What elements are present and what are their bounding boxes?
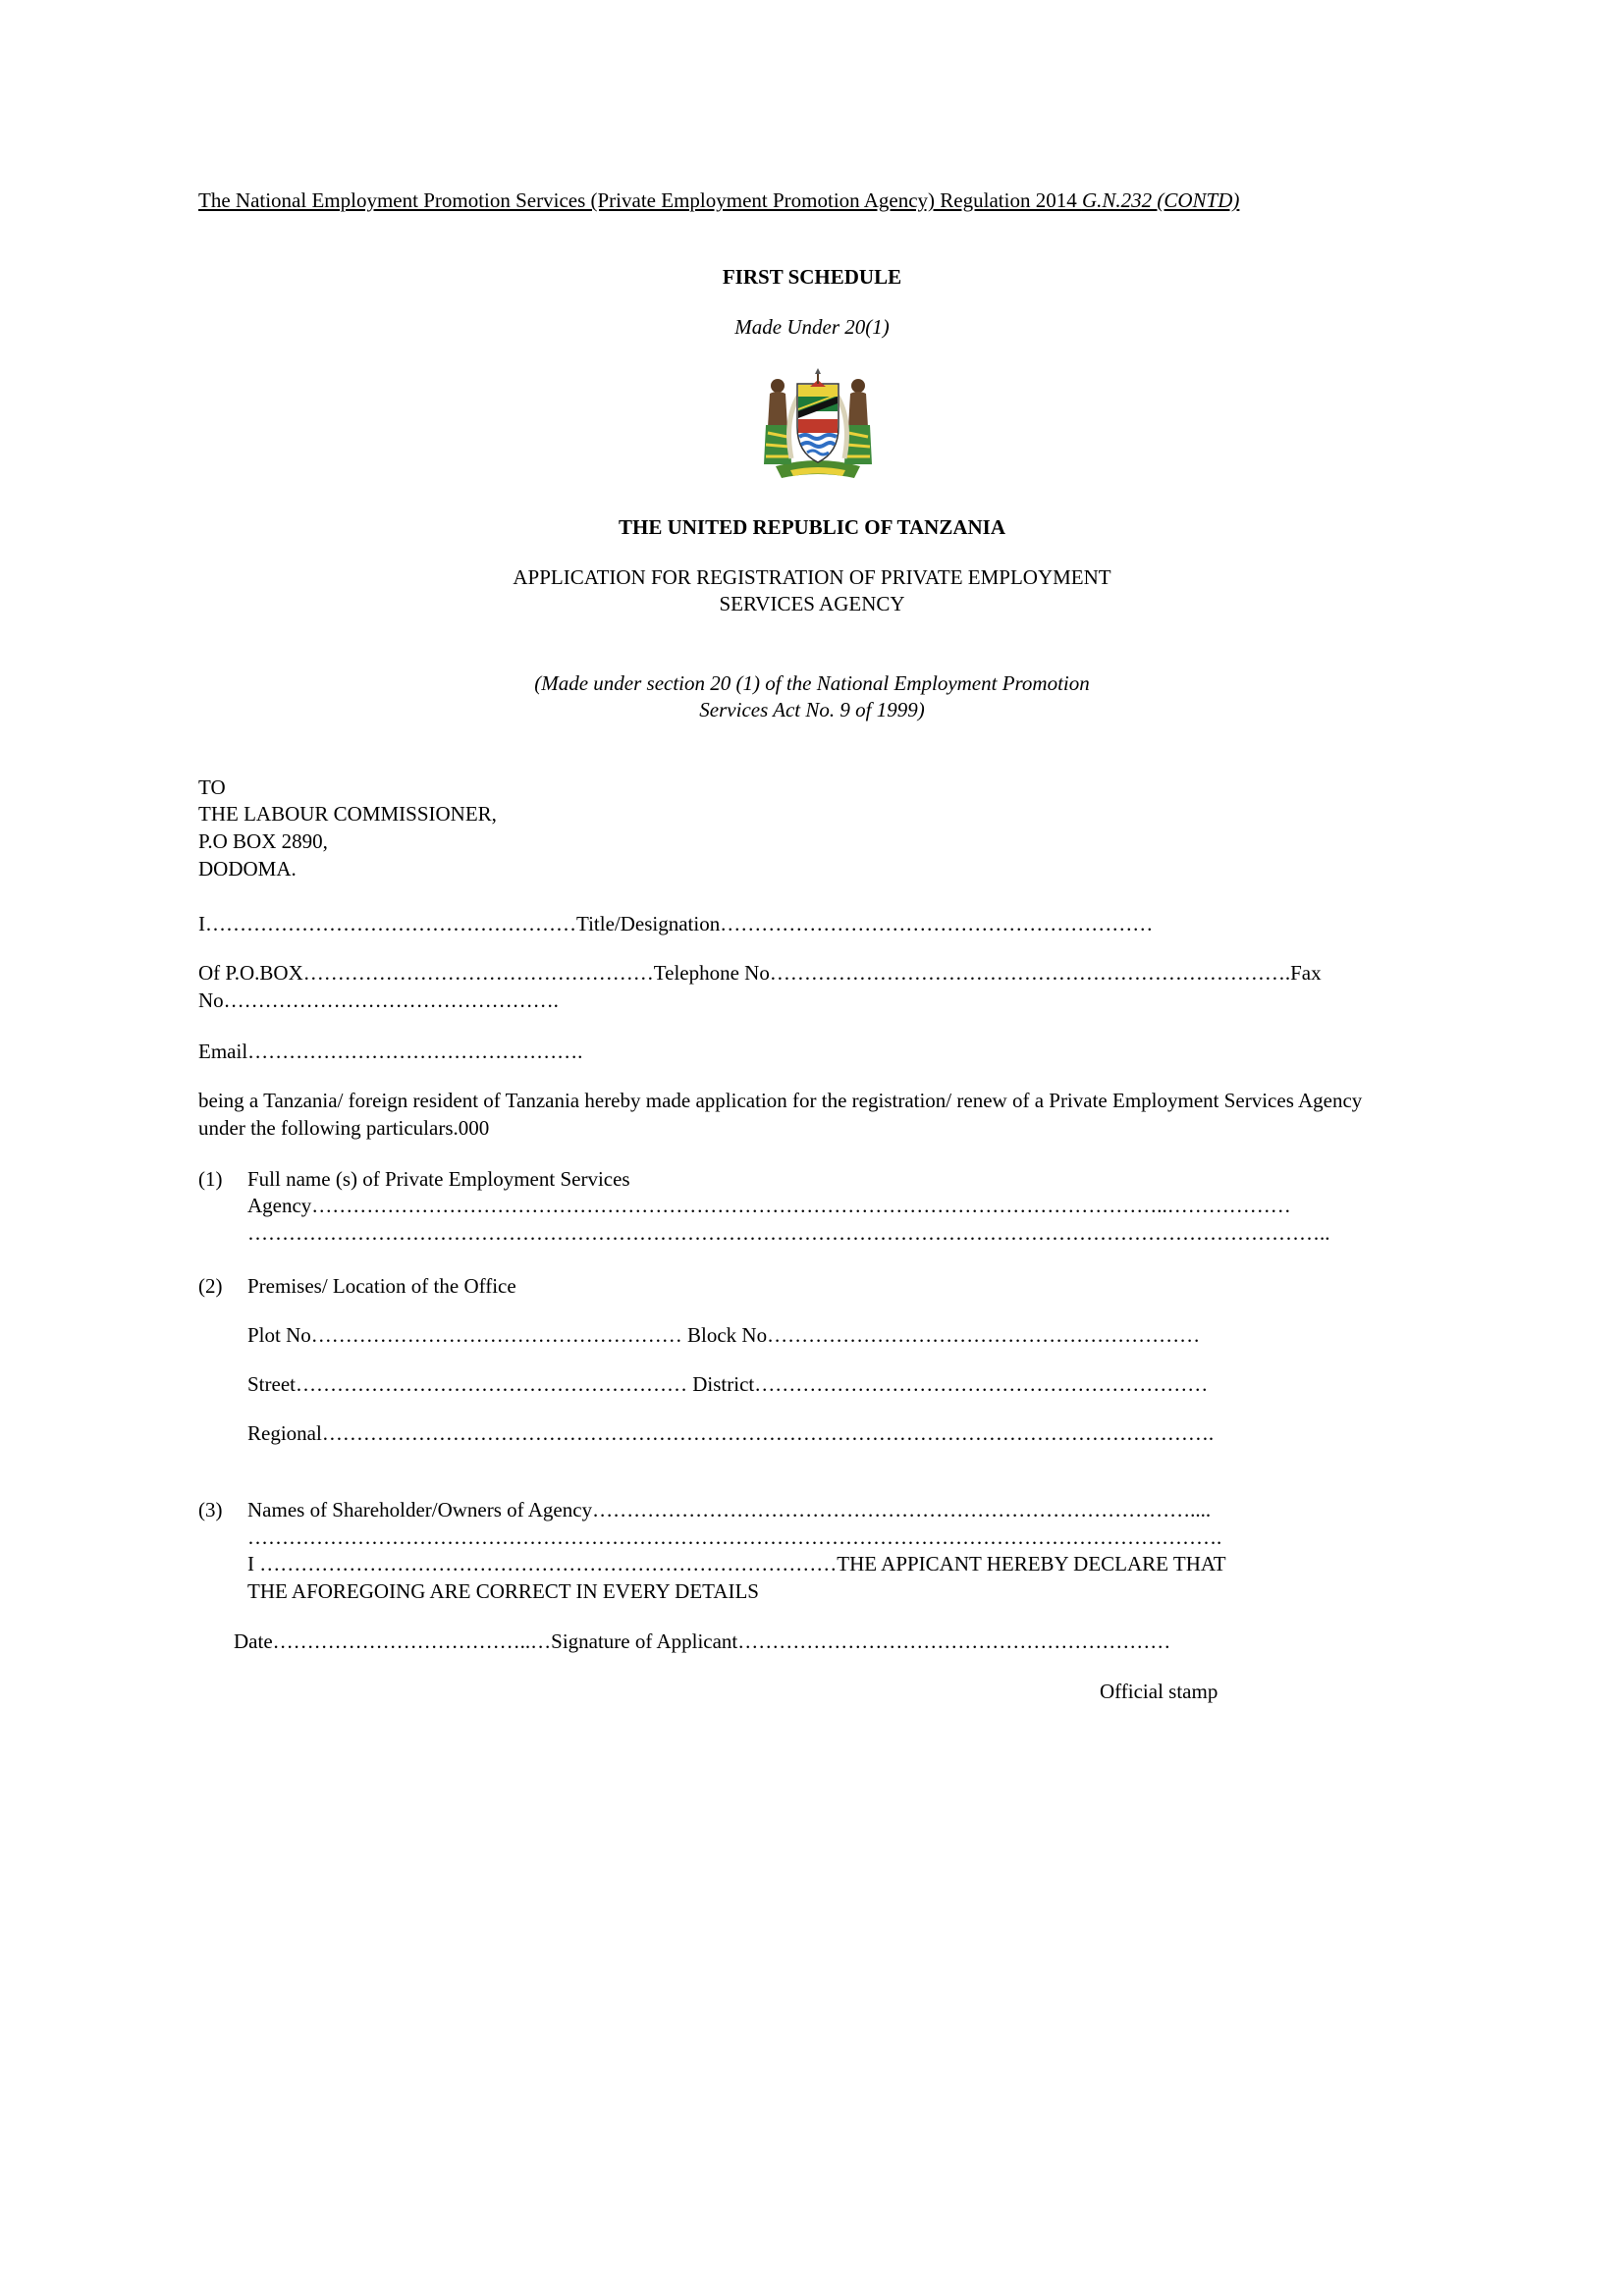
made-under: Made Under 20(1) xyxy=(734,315,890,339)
applicant-declaration-field[interactable]: I …………………………………………………………………………THE APPICANT HEREBY DECLARE THAT xyxy=(247,1552,1226,1575)
declaration-line1: being a Tanzania/ foreign resident of Tanzania hereby made application for the registration/ renew of a Private Employment Services Agency xyxy=(198,1089,1363,1112)
regional-field[interactable]: Regional…………………………………………………………………………………………………………………. xyxy=(247,1421,1215,1445)
street-district-field[interactable]: Street………………………………………………… District………………………………………………………… xyxy=(247,1372,1209,1396)
item1-label: Full name (s) of Private Employment Services xyxy=(247,1167,630,1191)
fax-number-field[interactable]: No…………………………………………. xyxy=(198,988,559,1012)
address-pobox: P.O BOX 2890, xyxy=(198,829,328,853)
regulation-header xyxy=(198,187,1239,214)
agency-name-field[interactable]: Agency……………………………………………………………………………………………………………..……………… xyxy=(247,1194,1291,1217)
declaration-line2: under the following particulars.000 xyxy=(198,1116,490,1140)
application-title-line1: APPLICATION FOR REGISTRATION OF PRIVATE EMPLOYMENT xyxy=(513,565,1111,589)
address-recipient: THE LABOUR COMMISSIONER, xyxy=(198,802,497,826)
item2-label: Premises/ Location of the Office xyxy=(247,1274,516,1298)
official-stamp-label: Official stamp xyxy=(1100,1680,1218,1703)
section-note-line2: Services Act No. 9 of 1999) xyxy=(699,698,925,721)
item1-number: (1) xyxy=(198,1167,223,1191)
pobox-telephone-fax-field[interactable]: Of P.O.BOX……………………………………………Telephone No………………………………………………………………….Fax xyxy=(198,961,1322,985)
section-note-line1: (Made under section 20 (1) of the National Employment Promotion xyxy=(534,671,1090,695)
item2-number: (2) xyxy=(198,1274,223,1298)
plot-block-field[interactable]: Plot No……………………………………………… Block No……………………………………………………… xyxy=(247,1323,1201,1347)
country-name: THE UNITED REPUBLIC OF TANZANIA xyxy=(618,515,1005,539)
email-field[interactable]: Email…………………………………………. xyxy=(198,1040,583,1063)
agency-name-field-continued[interactable]: ………………………………………………………………………………………………………………………………………….. xyxy=(247,1221,1330,1245)
item3-number: (3) xyxy=(198,1498,223,1522)
address-to: TO xyxy=(198,775,226,799)
address-city: DODOMA. xyxy=(198,857,297,881)
shareholders-field-continued[interactable]: ……………………………………………………………………………………………………………………………. xyxy=(247,1525,1222,1549)
coat-of-arms-icon xyxy=(756,368,880,480)
application-title-line2: SERVICES AGENCY xyxy=(719,592,905,615)
schedule-title: FIRST SCHEDULE xyxy=(722,265,902,289)
name-title-field[interactable]: I………………………………………………Title/Designation……………………………………………………… xyxy=(198,912,1154,935)
shareholders-field[interactable]: Names of Shareholder/Owners of Agency…………………………………………………………………………….... xyxy=(247,1498,1212,1522)
applicant-declaration-text: THE AFOREGOING ARE CORRECT IN EVERY DETAILS xyxy=(247,1579,759,1603)
regulation-text: The National Employment Promotion Services (Private Employment Promotion Agency) Regulation 2014 xyxy=(198,188,1082,212)
regulation-ref: G.N.232 (CONTD) xyxy=(1081,188,1240,212)
date-signature-field[interactable]: Date………………………………..…Signature of Applicant……………………………………………………… xyxy=(234,1629,1171,1653)
